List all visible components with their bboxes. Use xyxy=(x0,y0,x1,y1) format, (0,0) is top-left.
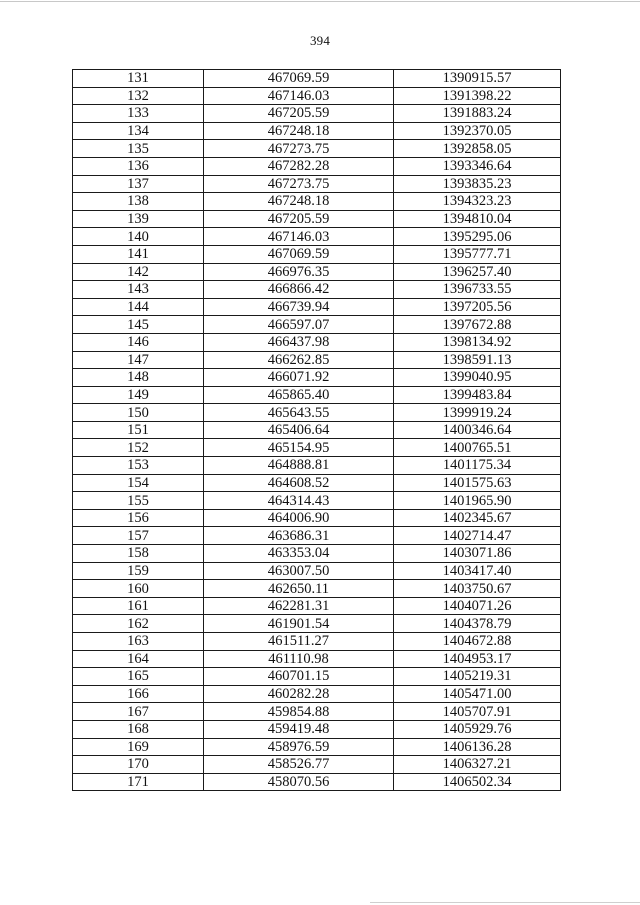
point-number-cell: 147 xyxy=(73,351,204,369)
x-coordinate-cell: 467205.59 xyxy=(204,105,394,123)
table-row xyxy=(73,668,561,686)
table-row xyxy=(73,122,561,140)
point-number-cell: 166 xyxy=(73,685,204,703)
x-coordinate-cell: 466071.92 xyxy=(204,369,394,387)
y-coordinate-cell: 1398134.92 xyxy=(394,333,561,351)
table-row xyxy=(73,386,561,404)
table-row xyxy=(73,439,561,457)
y-coordinate-cell: 1402714.47 xyxy=(394,527,561,545)
table-row xyxy=(73,369,561,387)
y-coordinate-cell: 1401575.63 xyxy=(394,474,561,492)
x-coordinate-cell: 467273.75 xyxy=(204,140,394,158)
table-row xyxy=(73,263,561,281)
y-coordinate-cell: 1393835.23 xyxy=(394,175,561,193)
x-coordinate-cell: 463686.31 xyxy=(204,527,394,545)
point-number-cell: 164 xyxy=(73,650,204,668)
x-coordinate-cell: 460701.15 xyxy=(204,668,394,686)
point-number-cell: 140 xyxy=(73,228,204,246)
point-number-cell: 156 xyxy=(73,509,204,527)
x-coordinate-cell: 464608.52 xyxy=(204,474,394,492)
point-number-cell: 142 xyxy=(73,263,204,281)
x-coordinate-cell: 459419.48 xyxy=(204,720,394,738)
bottom-rule xyxy=(370,902,640,903)
x-coordinate-cell: 461901.54 xyxy=(204,615,394,633)
table-row xyxy=(73,105,561,123)
table-row xyxy=(73,597,561,615)
table-row xyxy=(73,527,561,545)
point-number-cell: 171 xyxy=(73,773,204,791)
point-number-cell: 155 xyxy=(73,492,204,510)
table-row xyxy=(73,685,561,703)
point-number-cell: 161 xyxy=(73,597,204,615)
page-number: 394 xyxy=(309,33,331,48)
table-row xyxy=(73,615,561,633)
table-row xyxy=(73,175,561,193)
coordinates-table xyxy=(72,69,561,791)
table-row xyxy=(73,720,561,738)
y-coordinate-cell: 1392370.05 xyxy=(394,122,561,140)
table-row xyxy=(73,562,561,580)
table-row xyxy=(73,545,561,563)
y-coordinate-cell: 1399040.95 xyxy=(394,369,561,387)
point-number-cell: 136 xyxy=(73,157,204,175)
x-coordinate-cell: 466866.42 xyxy=(204,281,394,299)
x-coordinate-cell: 466437.98 xyxy=(204,333,394,351)
y-coordinate-cell: 1404672.88 xyxy=(394,633,561,651)
x-coordinate-cell: 464888.81 xyxy=(204,457,394,475)
x-coordinate-cell: 461511.27 xyxy=(204,633,394,651)
x-coordinate-cell: 465865.40 xyxy=(204,386,394,404)
point-number-cell: 148 xyxy=(73,369,204,387)
x-coordinate-cell: 460282.28 xyxy=(204,685,394,703)
table-row xyxy=(73,773,561,791)
point-number-cell: 167 xyxy=(73,703,204,721)
point-number-cell: 160 xyxy=(73,580,204,598)
x-coordinate-cell: 467069.59 xyxy=(204,70,394,88)
point-number-cell: 165 xyxy=(73,668,204,686)
table-row xyxy=(73,580,561,598)
x-coordinate-cell: 458976.59 xyxy=(204,738,394,756)
y-coordinate-cell: 1399919.24 xyxy=(394,404,561,422)
point-number-cell: 154 xyxy=(73,474,204,492)
y-coordinate-cell: 1401965.90 xyxy=(394,492,561,510)
y-coordinate-cell: 1397205.56 xyxy=(394,298,561,316)
y-coordinate-cell: 1404378.79 xyxy=(394,615,561,633)
point-number-cell: 135 xyxy=(73,140,204,158)
point-number-cell: 169 xyxy=(73,738,204,756)
y-coordinate-cell: 1405219.31 xyxy=(394,668,561,686)
y-coordinate-cell: 1405929.76 xyxy=(394,720,561,738)
table-row xyxy=(73,474,561,492)
y-coordinate-cell: 1402345.67 xyxy=(394,509,561,527)
x-coordinate-cell: 465406.64 xyxy=(204,421,394,439)
x-coordinate-cell: 465643.55 xyxy=(204,404,394,422)
point-number-cell: 159 xyxy=(73,562,204,580)
y-coordinate-cell: 1405471.00 xyxy=(394,685,561,703)
table-row xyxy=(73,157,561,175)
x-coordinate-cell: 458070.56 xyxy=(204,773,394,791)
y-coordinate-cell: 1391398.22 xyxy=(394,87,561,105)
y-coordinate-cell: 1391883.24 xyxy=(394,105,561,123)
x-coordinate-cell: 467205.59 xyxy=(204,210,394,228)
coordinates-table-body xyxy=(73,70,561,791)
table-row xyxy=(73,633,561,651)
point-number-cell: 162 xyxy=(73,615,204,633)
y-coordinate-cell: 1395777.71 xyxy=(394,245,561,263)
x-coordinate-cell: 465154.95 xyxy=(204,439,394,457)
table-row xyxy=(73,756,561,774)
point-number-cell: 153 xyxy=(73,457,204,475)
table-row xyxy=(73,281,561,299)
point-number-cell: 139 xyxy=(73,210,204,228)
x-coordinate-cell: 464006.90 xyxy=(204,509,394,527)
y-coordinate-cell: 1396733.55 xyxy=(394,281,561,299)
y-coordinate-cell: 1396257.40 xyxy=(394,263,561,281)
x-coordinate-cell: 466262.85 xyxy=(204,351,394,369)
x-coordinate-cell: 462281.31 xyxy=(204,597,394,615)
y-coordinate-cell: 1404071.26 xyxy=(394,597,561,615)
table-row xyxy=(73,228,561,246)
point-number-cell: 151 xyxy=(73,421,204,439)
x-coordinate-cell: 458526.77 xyxy=(204,756,394,774)
point-number-cell: 170 xyxy=(73,756,204,774)
y-coordinate-cell: 1395295.06 xyxy=(394,228,561,246)
y-coordinate-cell: 1405707.91 xyxy=(394,703,561,721)
y-coordinate-cell: 1406136.28 xyxy=(394,738,561,756)
y-coordinate-cell: 1397672.88 xyxy=(394,316,561,334)
y-coordinate-cell: 1403071.86 xyxy=(394,545,561,563)
x-coordinate-cell: 467248.18 xyxy=(204,193,394,211)
x-coordinate-cell: 463353.04 xyxy=(204,545,394,563)
point-number-cell: 143 xyxy=(73,281,204,299)
x-coordinate-cell: 466597.07 xyxy=(204,316,394,334)
y-coordinate-cell: 1394810.04 xyxy=(394,210,561,228)
table-row xyxy=(73,351,561,369)
point-number-cell: 131 xyxy=(73,70,204,88)
x-coordinate-cell: 466739.94 xyxy=(204,298,394,316)
y-coordinate-cell: 1400765.51 xyxy=(394,439,561,457)
x-coordinate-cell: 467146.03 xyxy=(204,228,394,246)
y-coordinate-cell: 1406327.21 xyxy=(394,756,561,774)
point-number-cell: 168 xyxy=(73,720,204,738)
y-coordinate-cell: 1394323.23 xyxy=(394,193,561,211)
table-row xyxy=(73,140,561,158)
point-number-cell: 134 xyxy=(73,122,204,140)
x-coordinate-cell: 464314.43 xyxy=(204,492,394,510)
point-number-cell: 137 xyxy=(73,175,204,193)
top-rule xyxy=(0,1,640,2)
y-coordinate-cell: 1404953.17 xyxy=(394,650,561,668)
point-number-cell: 145 xyxy=(73,316,204,334)
table-row xyxy=(73,87,561,105)
table-row xyxy=(73,404,561,422)
table-row xyxy=(73,650,561,668)
x-coordinate-cell: 466976.35 xyxy=(204,263,394,281)
x-coordinate-cell: 467273.75 xyxy=(204,175,394,193)
table-row xyxy=(73,703,561,721)
y-coordinate-cell: 1403417.40 xyxy=(394,562,561,580)
y-coordinate-cell: 1392858.05 xyxy=(394,140,561,158)
point-number-cell: 138 xyxy=(73,193,204,211)
table-row xyxy=(73,70,561,88)
point-number-cell: 157 xyxy=(73,527,204,545)
point-number-cell: 150 xyxy=(73,404,204,422)
point-number-cell: 133 xyxy=(73,105,204,123)
y-coordinate-cell: 1393346.64 xyxy=(394,157,561,175)
table-row xyxy=(73,509,561,527)
x-coordinate-cell: 459854.88 xyxy=(204,703,394,721)
point-number-cell: 158 xyxy=(73,545,204,563)
point-number-cell: 149 xyxy=(73,386,204,404)
table-row xyxy=(73,738,561,756)
x-coordinate-cell: 461110.98 xyxy=(204,650,394,668)
y-coordinate-cell: 1400346.64 xyxy=(394,421,561,439)
x-coordinate-cell: 467069.59 xyxy=(204,245,394,263)
y-coordinate-cell: 1401175.34 xyxy=(394,457,561,475)
y-coordinate-cell: 1406502.34 xyxy=(394,773,561,791)
table-row xyxy=(73,193,561,211)
y-coordinate-cell: 1390915.57 xyxy=(394,70,561,88)
y-coordinate-cell: 1399483.84 xyxy=(394,386,561,404)
table-row xyxy=(73,457,561,475)
table-row xyxy=(73,421,561,439)
x-coordinate-cell: 467146.03 xyxy=(204,87,394,105)
x-coordinate-cell: 462650.11 xyxy=(204,580,394,598)
x-coordinate-cell: 467282.28 xyxy=(204,157,394,175)
table-row xyxy=(73,492,561,510)
table-row xyxy=(73,245,561,263)
table-row xyxy=(73,210,561,228)
point-number-cell: 144 xyxy=(73,298,204,316)
x-coordinate-cell: 463007.50 xyxy=(204,562,394,580)
table-row xyxy=(73,333,561,351)
y-coordinate-cell: 1403750.67 xyxy=(394,580,561,598)
table-row xyxy=(73,298,561,316)
point-number-cell: 152 xyxy=(73,439,204,457)
point-number-cell: 141 xyxy=(73,245,204,263)
table-row xyxy=(73,316,561,334)
point-number-cell: 132 xyxy=(73,87,204,105)
x-coordinate-cell: 467248.18 xyxy=(204,122,394,140)
point-number-cell: 163 xyxy=(73,633,204,651)
y-coordinate-cell: 1398591.13 xyxy=(394,351,561,369)
point-number-cell: 146 xyxy=(73,333,204,351)
